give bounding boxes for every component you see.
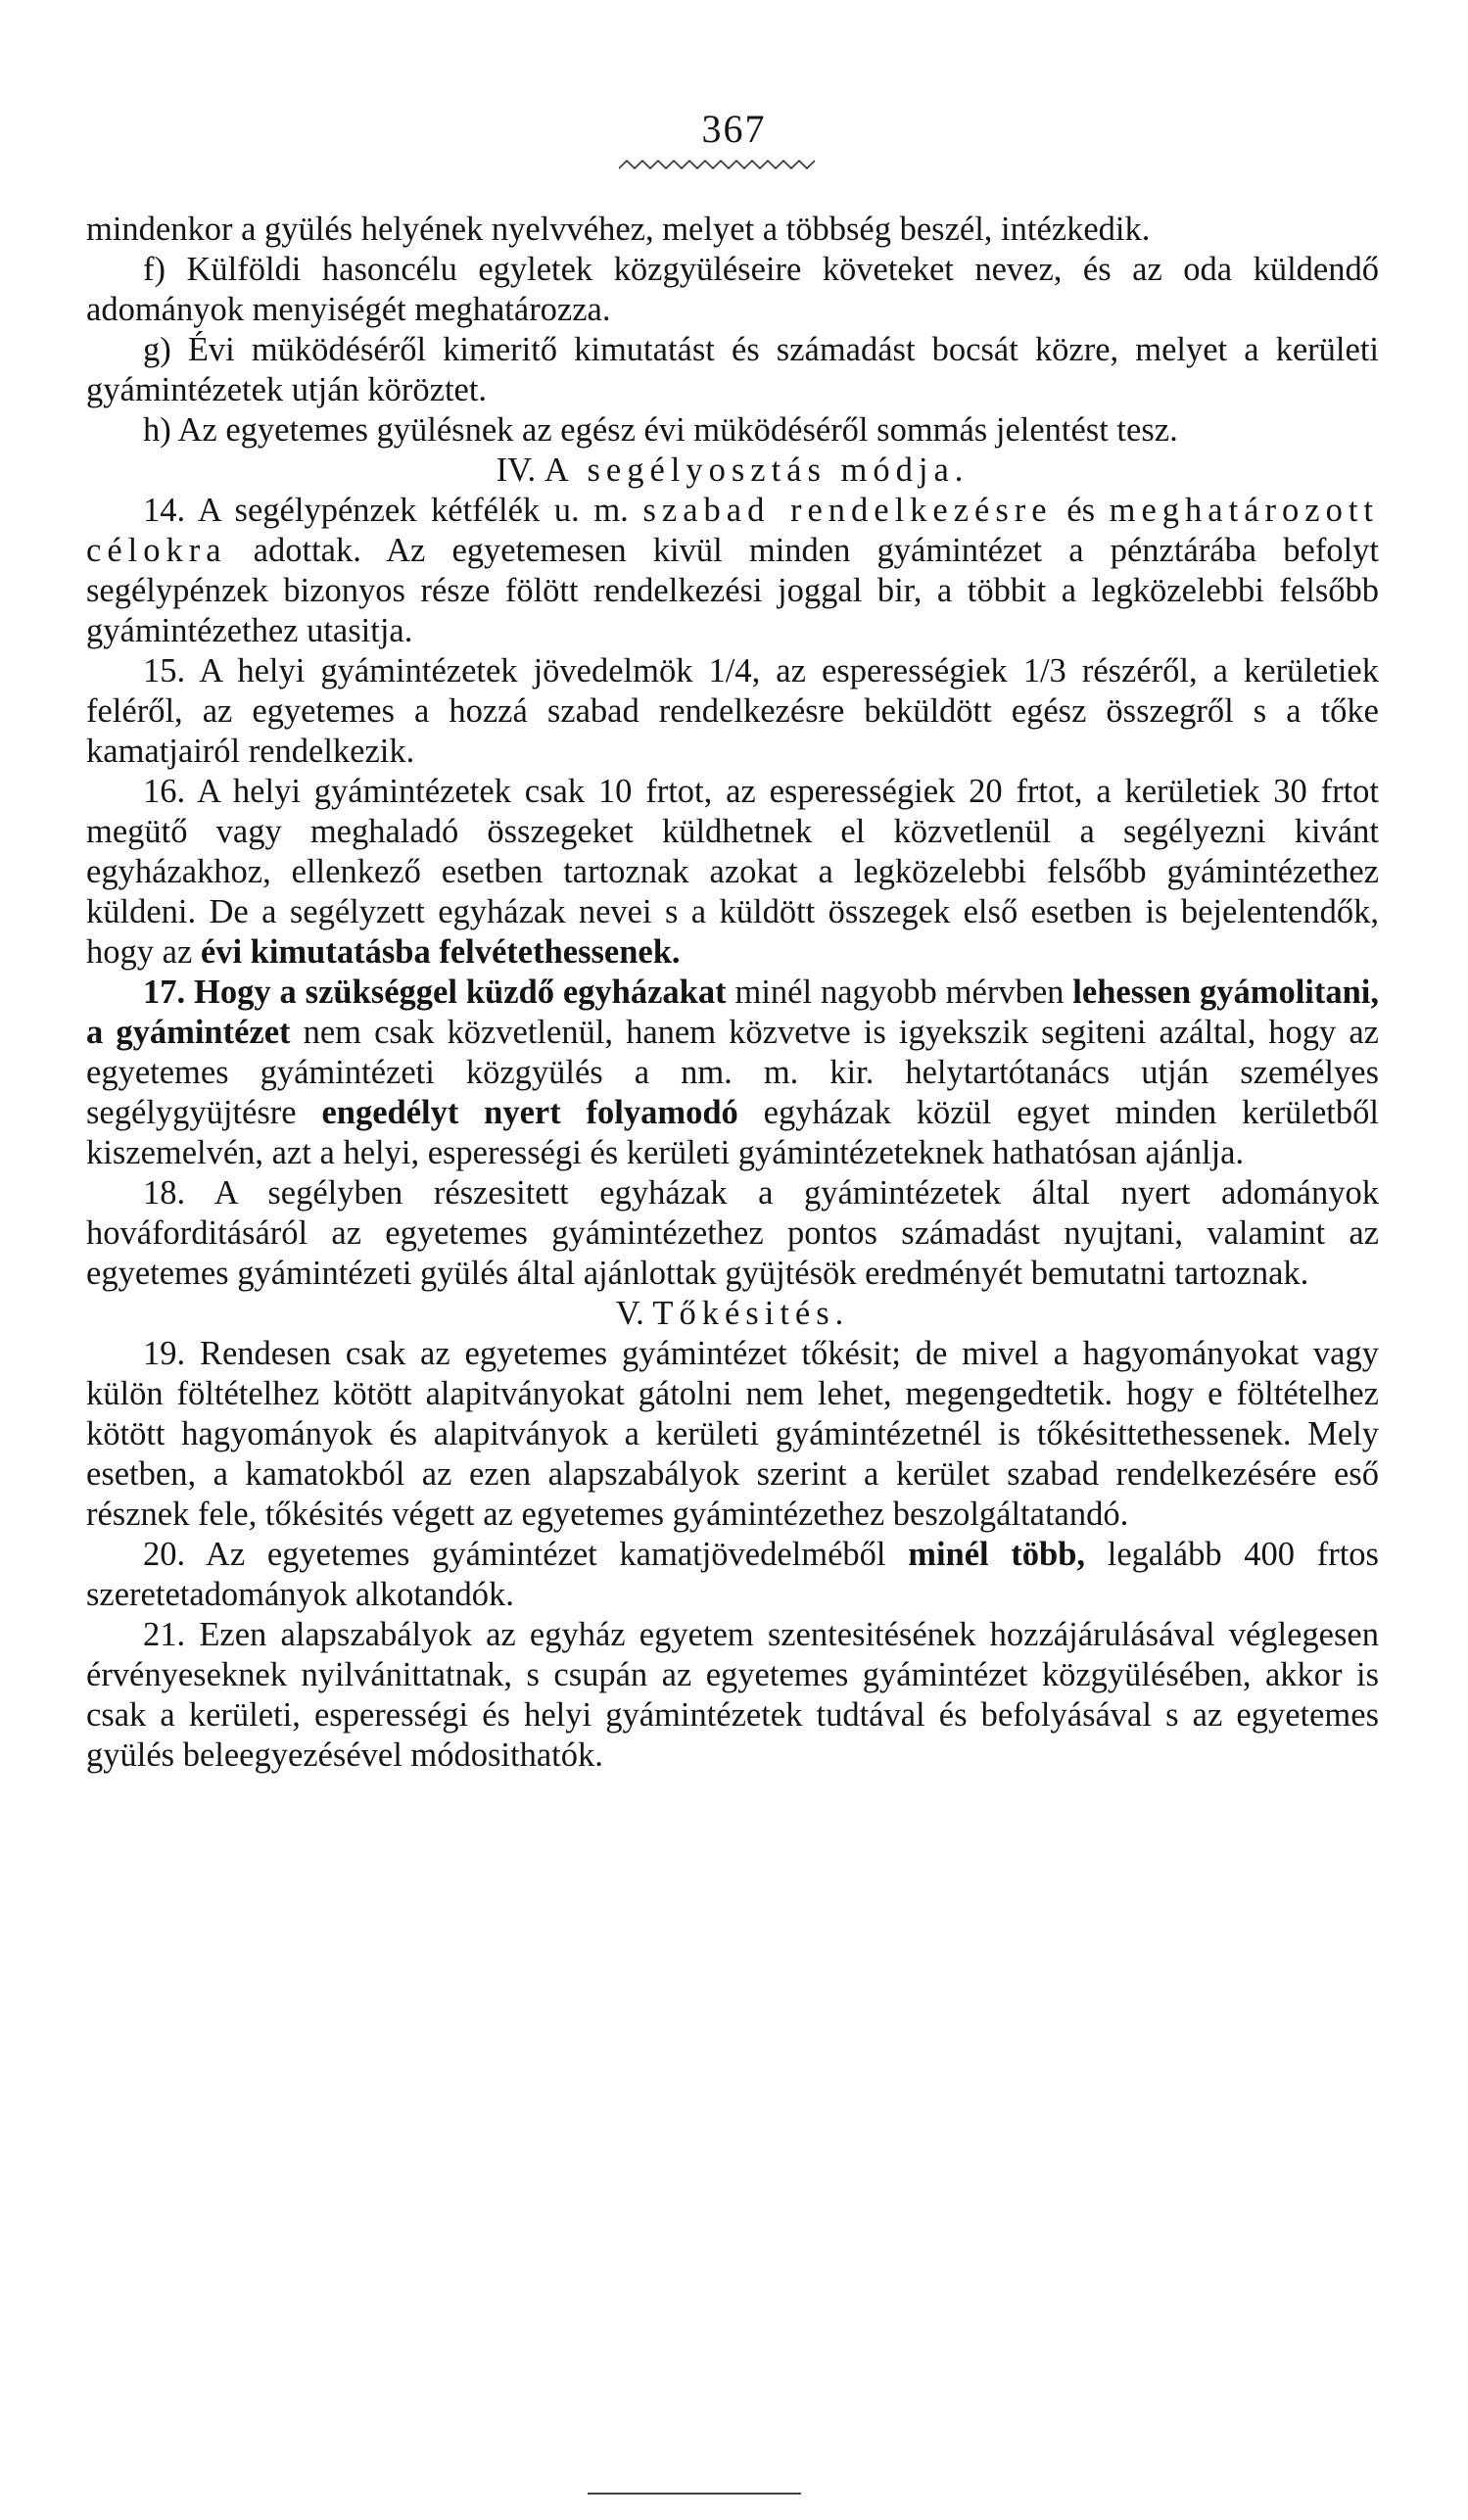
text-run: 16. A helyi gyámintézetek csak 10 frtot, az esperességiek 20 frtot, a kerületiek 30 frtot megütő vagy meghaladó összegeket küldhetnek el közvetlenül a segélyezni kivánt egyházakhoz, ellenkező esetben tartoznak azokat a legközelebbi felsőbb gyámintézethez küldeni. De a segélyzett egyházak nevei s a küldött összegek első esetben is bejelentendők, hogy az <box>86 773 1379 971</box>
page-number: 367 <box>701 107 767 151</box>
paragraph-21: 21. Ezen alapszabályok az egyház egyetem szentesitésének hozzájárulásával véglegesen érvényeseknek nyilvánittatnak, s csupán az egyetemes gyámintézet közgyülésében, akkor is csak a kerületi, esperességi és helyi gyámintézetek tudtával és befolyásával s az egyetemes gyülés beleegyezésével módosithatók. <box>86 1616 1379 1774</box>
text-run: minél nagyobb mérvben <box>726 974 1073 1011</box>
bold-run: minél több, <box>908 1536 1086 1573</box>
section-title: A segélyosztás módja. <box>544 452 970 489</box>
text-run: legalább 400 frtos szeretetadományok alkotandók. <box>86 1536 1379 1613</box>
text-run: nem csak közvetlenül, hanem közvetve is igyekszik segiteni azáltal, hogy az egyetemes gyámintézeti közgyülés a nm. m. kir. helytartótanács utján személyes segélygyüjtésre <box>86 1014 1379 1131</box>
bold-run: lehessen gyámolitani, a gyámintézet <box>86 974 1379 1051</box>
paragraph-14 <box>86 491 1379 651</box>
section-number: V. <box>615 1295 644 1332</box>
text-run: 15. A helyi gyámintézetek jövedelmök <box>143 652 709 689</box>
text-run: részéről, a kerületiek feléről, az egyetemes a hozzá szabad rendelkezésre beküldött egész összegről s a tőke kamatjairól rendelkezik. <box>86 652 1379 770</box>
paragraph-20 <box>86 1535 1379 1615</box>
text-run: 20. Az egyetemes gyámintézet kamatjövedelméből <box>143 1536 909 1573</box>
text-run: , az esperességiek <box>751 652 1023 689</box>
fraction: 1/3 <box>1022 652 1066 689</box>
header-ornament <box>619 157 815 172</box>
paragraph-f: f) Külföldi hasoncélu egyletek közgyüléseire követeket nevez, és az oda küldendő adományok menyiségét meghatározza. <box>86 251 1379 328</box>
paragraph-18: 18. A segélyben részesitett egyházak a gyámintézetek által nyert adományok hováforditásáról az egyetemes gyámintézethez pontos számadást nyujtani, valamint az egyetemes gyámintézeti gyülés által ajánlottak gyüjtésök eredményét bemutatni tartoznak. <box>86 1174 1379 1292</box>
text-run: adottak. Az egyetemesen kivül minden gyámintézet a pénztárába befolyt segélypénzek bizonyos része fölött rendelkezési joggal bir, a többit a legközelebbi felsőbb gyámintézethez utasitja. <box>86 532 1379 649</box>
paragraph-continuation: mindenkor a gyülés helyének nyelvvéhez, melyet a többség beszél, intézkedik. <box>86 211 1151 248</box>
paragraph-number: 14. <box>143 492 186 529</box>
paragraph-h: h) Az egyetemes gyülésnek az egész évi müködéséről sommás jelentést tesz. <box>143 411 1178 449</box>
section-heading-v <box>86 1294 1379 1334</box>
section-heading-iv <box>86 451 1379 491</box>
spaced-term: meghatározott célokra <box>86 492 1379 569</box>
paragraph-15 <box>86 651 1379 772</box>
text-run: és <box>1066 492 1095 529</box>
closing-rule <box>588 2493 801 2495</box>
spaced-term: szabad rendelkezésre <box>642 492 1053 529</box>
section-number: IV. <box>496 452 537 489</box>
section-title: Tőkésités. <box>652 1295 850 1332</box>
bold-run: 17. Hogy a szükséggel küzdő egyházakat <box>143 974 727 1011</box>
bold-run: évi kimutatásba felvétethessenek. <box>200 933 681 971</box>
bold-run: engedélyt nyert folyamodó <box>321 1094 738 1131</box>
paragraph-19: 19. Rendesen csak az egyetemes gyámintézet tőkésit; de mivel a hagyományokat vagy külön föltételhez kötött alapitványokat gátolni nem lehet, megengedtetik. hogy e föltételhez kötött hagyományok és alapitványok a kerületi gyámintézetnél is tőkésittethessenek. Mely esetben, a kamatokból az ezen alapszabályok szerint a kerület szabad rendelkezésére eső résznek fele, tőkésités végett az egyetemes gyámintézethez beszolgáltatandó. <box>86 1335 1379 1533</box>
page-text <box>86 210 1379 1776</box>
text-run: egyházak közül egyet minden kerületből kiszemelvén, azt a helyi, esperességi és kerületi gyámintézeteknek hathatósan ajánlja. <box>86 1094 1379 1171</box>
fraction: 1/4 <box>708 652 752 689</box>
paragraph-g: g) Évi müködéséről kimeritő kimutatást és számadást bocsát közre, melyet a kerületi gyámintézetek utján köröztet. <box>86 331 1379 408</box>
text-run: A segélypénzek kétfélék u. m. <box>197 492 629 529</box>
paragraph-17 <box>86 973 1379 1173</box>
paragraph-16 <box>86 772 1379 973</box>
